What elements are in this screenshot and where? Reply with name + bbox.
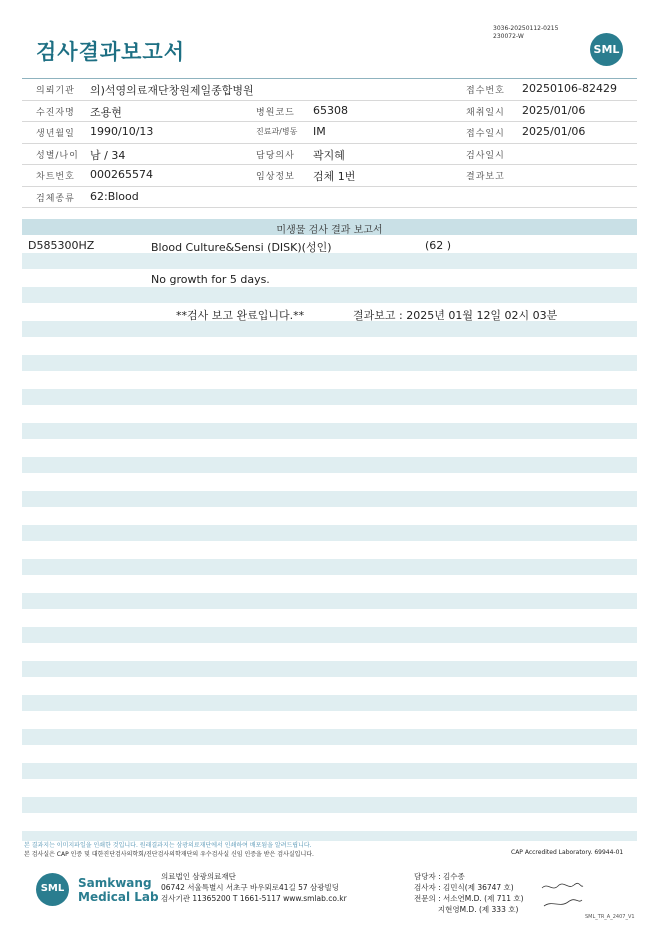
value-receipt-date: 2025/01/06 (522, 125, 586, 138)
value-clinical-info: 검체 1번 (313, 170, 356, 183)
document-id-line1: 3036-20250112-0215 (493, 25, 559, 32)
info-row-sex-age (22, 144, 637, 166)
address-line3: 검사기관 11365200 T 1661-5117 www.smlab.co.kr (161, 894, 347, 903)
label-institution: 의뢰기관 (36, 86, 75, 96)
culture-finding: No growth for 5 days. (151, 273, 270, 286)
staff-specialist-2: 지현영M.D. (제 333 호) (414, 905, 519, 914)
label-patient-name: 수진자명 (36, 107, 75, 118)
label-report-date: 결과보고 (466, 172, 505, 182)
result-band (22, 491, 637, 507)
result-band (22, 389, 637, 405)
result-band (22, 797, 637, 813)
value-birth-date: 1990/10/13 (90, 125, 154, 138)
label-hospital-code: 병원코드 (256, 107, 295, 118)
result-band (22, 661, 637, 677)
staff-examiner: 검사자 : 김민식(제 36747 호) (414, 883, 514, 892)
info-row-institution (22, 78, 637, 101)
footer-sml-logo (36, 873, 69, 906)
value-accession-no: 20250106-82429 (522, 82, 617, 95)
value-department: IM (313, 125, 326, 138)
result-band (22, 695, 637, 711)
label-receipt-date: 접수일시 (466, 129, 505, 139)
label-test-date: 검사일시 (466, 150, 505, 161)
result-band (22, 559, 637, 575)
staff-specialist-1: 전문의 : 서소연M.D. (제 711 호) (414, 894, 524, 903)
value-chart-no: 000265574 (90, 168, 153, 181)
value-patient-name: 조용현 (90, 105, 122, 119)
report-timestamp: 결과보고 : 2025년 01월 12일 02시 03분 (353, 309, 558, 322)
info-row-specimen (22, 187, 637, 209)
result-band (22, 763, 637, 779)
report-title: 검사결과보고서 (36, 40, 186, 64)
result-section-header (22, 219, 637, 235)
result-band (22, 729, 637, 745)
company-name-line2: Medical Lab (78, 890, 159, 904)
result-band (22, 423, 637, 439)
address-line2: 06742 서울특별시 서초구 바우뫼로41길 57 삼광빌딩 (161, 883, 340, 892)
company-address (161, 871, 347, 904)
accreditation-notice: 본 검사실은 CAP 인증 및 대한진단검사의학회/진단검사의학재단의 우수검사실 신임 인증을 받은 검사실입니다. (24, 851, 314, 858)
label-accession-no: 접수번호 (466, 86, 505, 96)
document-id (493, 25, 558, 41)
info-row-birth (22, 122, 637, 144)
value-sex-age: 남 / 34 (90, 148, 126, 162)
result-band (22, 457, 637, 473)
company-name-line1: Samkwang (78, 876, 152, 890)
company-name (78, 876, 159, 904)
label-clinical-info: 임상정보 (256, 172, 295, 182)
staff-manager: 담당자 : 김수종 (414, 872, 465, 881)
document-id-line2: 230072-W (493, 33, 524, 40)
value-institution: 의)석영의료재단창원제일종합병원 (90, 84, 254, 97)
sml-logo (590, 33, 623, 66)
value-specimen-type: 62:Blood (90, 189, 139, 203)
result-band (22, 593, 637, 609)
test-number: (62 ) (425, 239, 452, 252)
value-physician: 곽지혜 (313, 148, 345, 162)
patient-info-table (22, 78, 637, 208)
value-collection-date: 2025/01/06 (522, 103, 586, 117)
label-chart-no: 차트번호 (36, 172, 75, 182)
result-band (22, 525, 637, 541)
result-band (22, 253, 637, 269)
label-department: 진료과/병동 (256, 127, 298, 136)
label-collection-date: 채취일시 (466, 107, 505, 118)
label-physician: 담당의사 (256, 150, 295, 161)
report-complete-message: **검사 보고 완료입니다.** (176, 309, 305, 322)
label-sex-age: 성별/나이 (36, 150, 79, 161)
image-print-notice: 본 결과지는 이미지파일을 인쇄한 것입니다. 원래결과지는 삼광의료재단에서 인쇄하여 배포됨을 알려드립니다. (24, 842, 312, 849)
handwritten-signature (540, 880, 585, 910)
label-specimen-type: 검체종류 (36, 193, 75, 204)
info-row-patient (22, 101, 637, 123)
result-section-title: 미생물 검사 결과 보고서 (276, 225, 383, 236)
form-code: SML_TR_A_2407_V1 (585, 914, 635, 920)
result-band (22, 627, 637, 643)
cap-accreditation: CAP Accredited Laboratory. 69944-01 (511, 849, 624, 856)
label-birth-date: 생년월일 (36, 129, 75, 139)
info-row-chart (22, 165, 637, 187)
test-name: Blood Culture&Sensi (DISK)(성인) (151, 241, 332, 254)
sml-logo-text: SML (593, 43, 620, 56)
footer-logo-text: SML (40, 883, 65, 894)
result-band (22, 287, 637, 303)
test-code: D585300HZ (28, 239, 95, 252)
result-band (22, 355, 637, 371)
value-hospital-code: 65308 (313, 103, 348, 117)
address-line1: 의료법인 삼광의료재단 (161, 872, 236, 881)
staff-list (414, 871, 524, 915)
result-band (22, 321, 637, 337)
